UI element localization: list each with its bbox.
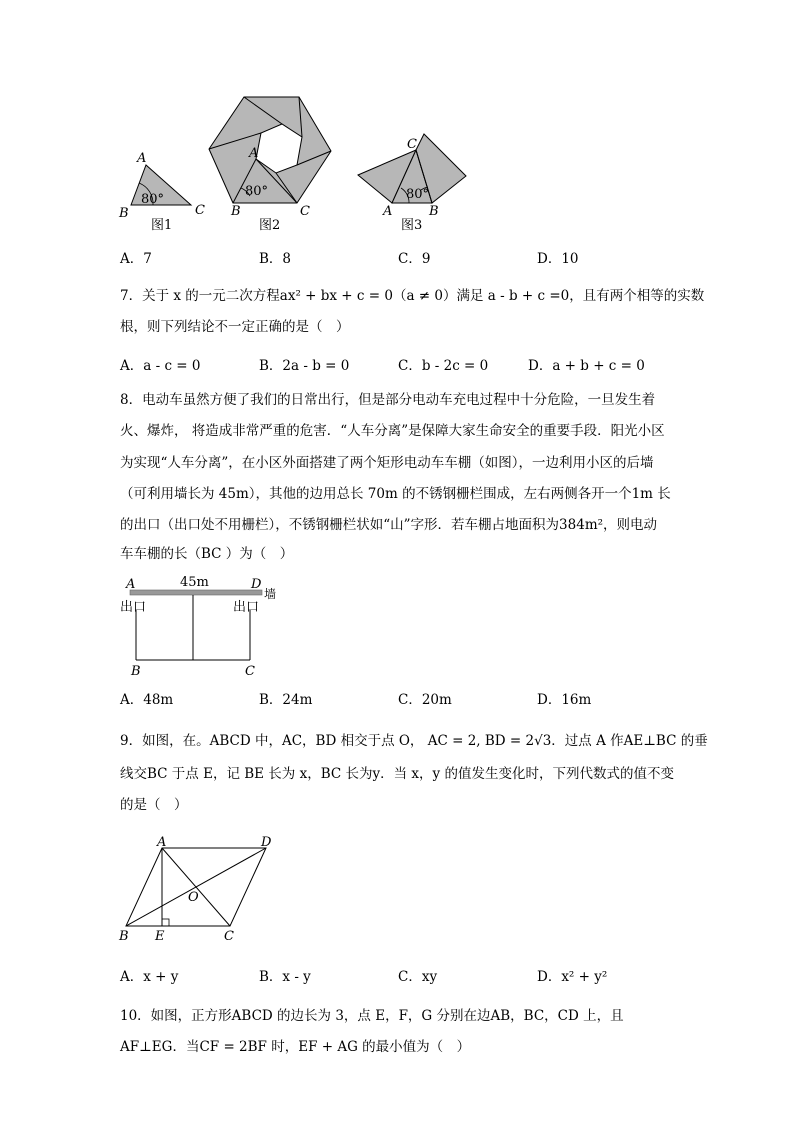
q8-option-c: C．20m	[398, 692, 452, 708]
q8-line-1: 8．电动车虽然方便了我们的日常出行，但是部分电动车充电过程中十分危险，一旦发生着	[120, 392, 656, 408]
q9-option-c: C．xy	[398, 969, 438, 985]
q8-line-6: 车车棚的长（BC ）为（ ）	[120, 546, 294, 562]
q8-label-A: A	[126, 577, 136, 592]
fig1-label-A: A	[137, 151, 147, 166]
q7-option-a: A．a - c = 0	[120, 358, 201, 374]
q7-option-c: C．b - 2c = 0	[398, 358, 489, 374]
q8-line-5: 的出口（出口处不用栅栏），不锈钢栅栏状如“山”字形．若车棚占地面积为384m²，则电动	[120, 517, 658, 533]
q7-line-1: 7．关于 x 的一元二次方程ax² + bx + c = 0（a ≠ 0）满足 a - b + c =0，且有两个相等的实数	[120, 288, 705, 304]
q10-line-2: AF⊥EG．当CF = 2BF 时，EF + AG 的最小值为（ ）	[120, 1039, 471, 1055]
figure-3	[358, 134, 466, 233]
q6-figures	[110, 88, 490, 238]
q9-option-a: A．x + y	[120, 969, 179, 985]
q7-option-b: B．2a - b = 0	[259, 358, 350, 374]
q10-line-1: 10．如图，正方形ABCD 的边长为 3，点 E，F，G 分别在边AB，BC，CD 上，且	[120, 1008, 624, 1024]
figure-2	[209, 97, 331, 233]
q9-label-C: C	[224, 929, 234, 944]
q9-label-D: D	[261, 835, 272, 850]
fig1-label-B: B	[119, 206, 129, 221]
q9-option-d: D．x² + y²	[537, 969, 608, 985]
fig2-label-B: B	[231, 204, 241, 219]
fig1-angle: 80°	[141, 192, 165, 207]
q8-option-d: D．16m	[537, 692, 592, 708]
fig1-caption: 图1	[151, 218, 173, 233]
q9-line-1: 9．如图，在。ABCD 中，AC，BD 相交于点 O， AC = 2, BD = 2√3．过点 A 作AE⊥BC 的垂	[120, 733, 708, 749]
q9-line-3: 的是（ ）	[120, 797, 188, 813]
q6-option-d: D．10	[537, 251, 579, 267]
q8-label-length: 45m	[180, 575, 209, 590]
q8-label-B: B	[131, 664, 141, 679]
q8-label-D: D	[251, 577, 262, 592]
fig2-label-A: A	[249, 146, 259, 161]
q9-line-2: 线交BC 于点 E，记 BE 长为 x，BC 长为y．当 x，y 的值发生变化时，下列代数式的值不变	[120, 766, 674, 782]
q8-option-b: B．24m	[259, 692, 313, 708]
q8-line-4: （可利用墙长为 45m），其他的边用总长 70m 的不锈钢栅栏围成，左右两侧各开一个1m 长	[120, 486, 671, 502]
q9-figure	[110, 830, 290, 945]
fig3-label-C: C	[407, 137, 417, 152]
fig3-angle: 80°	[406, 187, 430, 202]
q8-label-exit-left: 出口	[120, 600, 147, 615]
fig2-label-C: C	[300, 204, 310, 219]
q8-label-wall: 墙	[264, 587, 277, 601]
fig1-label-C: C	[195, 203, 205, 218]
q9-label-A: A	[157, 835, 167, 850]
q7-option-d: D．a + b + c = 0	[528, 358, 645, 374]
q8-label-C: C	[245, 664, 255, 679]
fig3-label-A: A	[383, 204, 393, 219]
figure-1	[118, 151, 205, 233]
q6-option-c: C．9	[398, 251, 431, 267]
fig2-caption: 图2	[259, 218, 281, 233]
fig3-label-B: B	[429, 204, 439, 219]
q9-label-E: E	[155, 929, 165, 944]
q6-option-b: B．8	[259, 251, 292, 267]
q8-label-exit-right: 出口	[233, 600, 260, 615]
q6-option-a: A．7	[120, 251, 152, 267]
fig3-caption: 图3	[401, 218, 423, 233]
q9-label-B: B	[119, 929, 129, 944]
fig2-angle: 80°	[245, 184, 269, 199]
q7-line-2: 根，则下列结论不一定正确的是（ ）	[120, 319, 350, 335]
q8-option-a: A．48m	[120, 692, 174, 708]
q8-figure	[110, 570, 290, 680]
q8-line-3: 为实现“人车分离”，在小区外面搭建了两个矩形电动车车棚（如图），一边利用小区的后墙	[120, 455, 654, 471]
q9-label-O: O	[188, 890, 199, 905]
q8-line-2: 火、爆炸， 将造成非常严重的危害．“人车分离”是保障大家生命安全的重要手段．阳光小区	[120, 423, 665, 439]
q9-option-b: B．x - y	[259, 969, 311, 985]
